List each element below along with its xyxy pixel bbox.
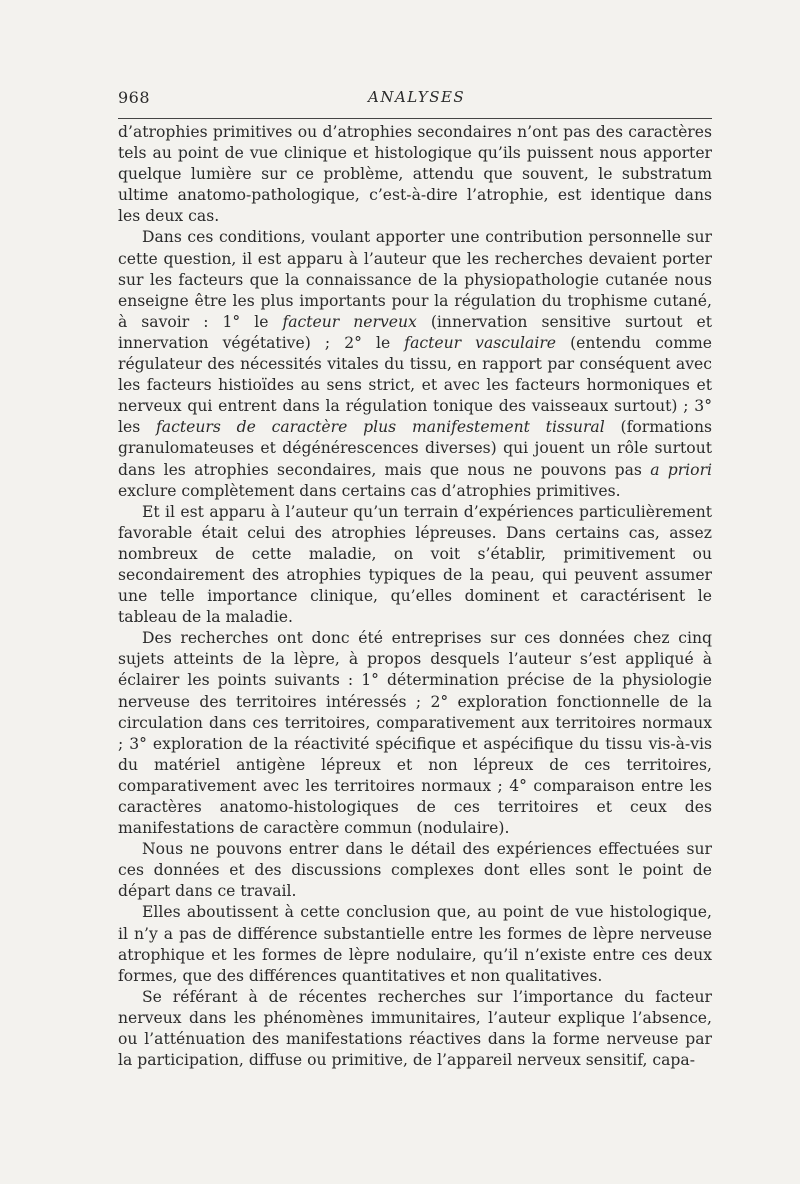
paragraph-2-text-c: (entendu comme régulateur des nécessités vitales du tissu, en rapport par conséquent avec les facteurs histioïdes au sens strict, et avec les facteurs hormoniques et nerveux qui entrent dans la régulation tonique des vaisseaux surtout) ; 3° les (118, 333, 713, 437)
term-facteur-vasculaire: facteur vasculaire (404, 333, 557, 352)
paragraph-6 (118, 902, 712, 986)
term-facteurs-tissural: facteurs de caractère plus manifestement tissural (156, 418, 605, 437)
paragraph-2-text-a: Dans ces conditions, voulant apporter une contribution personnelle sur cette question, il est apparu à l’auteur que les recherches devaient porter sur les facteurs que la connaissance de la physiopathologie cutanée nous enseigne être les plus importants pour la régulation du trophisme cutané, à savoir : 1° le (118, 228, 712, 331)
paragraph-6-text: Elles aboutissent à cette conclusion que, au point de vue histologique, il n’y a pas de différence substantielle entre les formes de lèpre nerveuse atrophique et les formes de lèpre nodulaire, qu’il n’existe entre ces deux formes, que des différences quantitatives et non qualitatives. (118, 903, 712, 985)
paragraph-2 (118, 227, 712, 501)
running-head (118, 88, 710, 112)
paragraph-5-text: Nous ne pouvons entrer dans le détail des expériences effectuées sur ces données et des discussions complexes dont elles sont le point de départ dans ce travail. (118, 840, 712, 901)
header-rule (118, 118, 712, 119)
paragraph-5 (118, 839, 712, 902)
paragraph-4-text: Des recherches ont donc été entreprises sur ces données chez cinq sujets atteints de la lèpre, à propos desquels l’auteur s’est appliqué à éclairer les points suivants : 1° détermination précise de la physiologie nerveuse des territoires intéressés ; 2° exploration fonctionnelle de la circulation dans ces territoires, comparativement aux territoires normaux ; 3° exploration de la réactivité spécifique et aspécifique du tissu vis-à-vis du matériel antigène lépreux et non lépreux de ces territoires, comparativement avec les territoires normaux ; 4° comparaison entre les caractères anatomo-histologiques de ces territoires et ceux des manifestations de caractère commun (nodulaire). (118, 629, 712, 838)
term-facteur-nerveux: facteur nerveux (282, 312, 417, 331)
paragraph-7-text: Se référant à de récentes recherches sur l’importance du facteur nerveux dans les phénomènes immunitaires, l’auteur explique l’absence, ou l’atténuation des manifestations réactives dans la forme nerveuse par la participation, diffuse ou primitive, de l’appareil nerveux sensitif, capa- (118, 987, 712, 1070)
paragraph-3-text: Et il est apparu à l’auteur qu’un terrain d’expériences particulièrement favorable était celui des atrophies lépreuses. Dans certains cas, assez nombreux de cette maladie, on voit s’établir, primitivement ou secondairement des atrophies typiques de la peau, qui peuvent assumer une telle importance clinique, qu’elles dominent et caractérisent le tableau de la maladie. (118, 502, 712, 627)
paragraph-2-text-b: (innervation sensitive surtout et innervation végétative) ; 2° le (118, 312, 712, 352)
term-a-priori: a priori (650, 460, 713, 479)
paragraph-1-text: d’atrophies primitives ou d’atrophies secondaires n’ont pas des caractères tels au point de vue clinique et histologique qu’ils puissent nous apporter quelque lumière sur ce problème, attendu que souvent, le substratum ultime anatomo-pathologique, c’est-à-dire l’atrophie, est identique dans les deux cas. (118, 123, 712, 226)
paragraph-1 (118, 122, 712, 227)
paragraph-2-text-d: (formations granulomateuses et dégénérescences diverses) qui jouent un rôle surtout dans les atrophies secondaires, mais que nous ne pouvons pas (118, 418, 712, 479)
paragraph-2-text-e: exclure complètement dans certains cas d’atrophies primitives. (118, 481, 621, 500)
body-text (118, 122, 712, 1071)
paragraph-3 (118, 502, 712, 629)
page-number: 968 (118, 88, 151, 107)
section-title: ANALYSES (368, 88, 466, 106)
paragraph-7 (118, 987, 712, 1071)
paragraph-4 (118, 628, 712, 839)
